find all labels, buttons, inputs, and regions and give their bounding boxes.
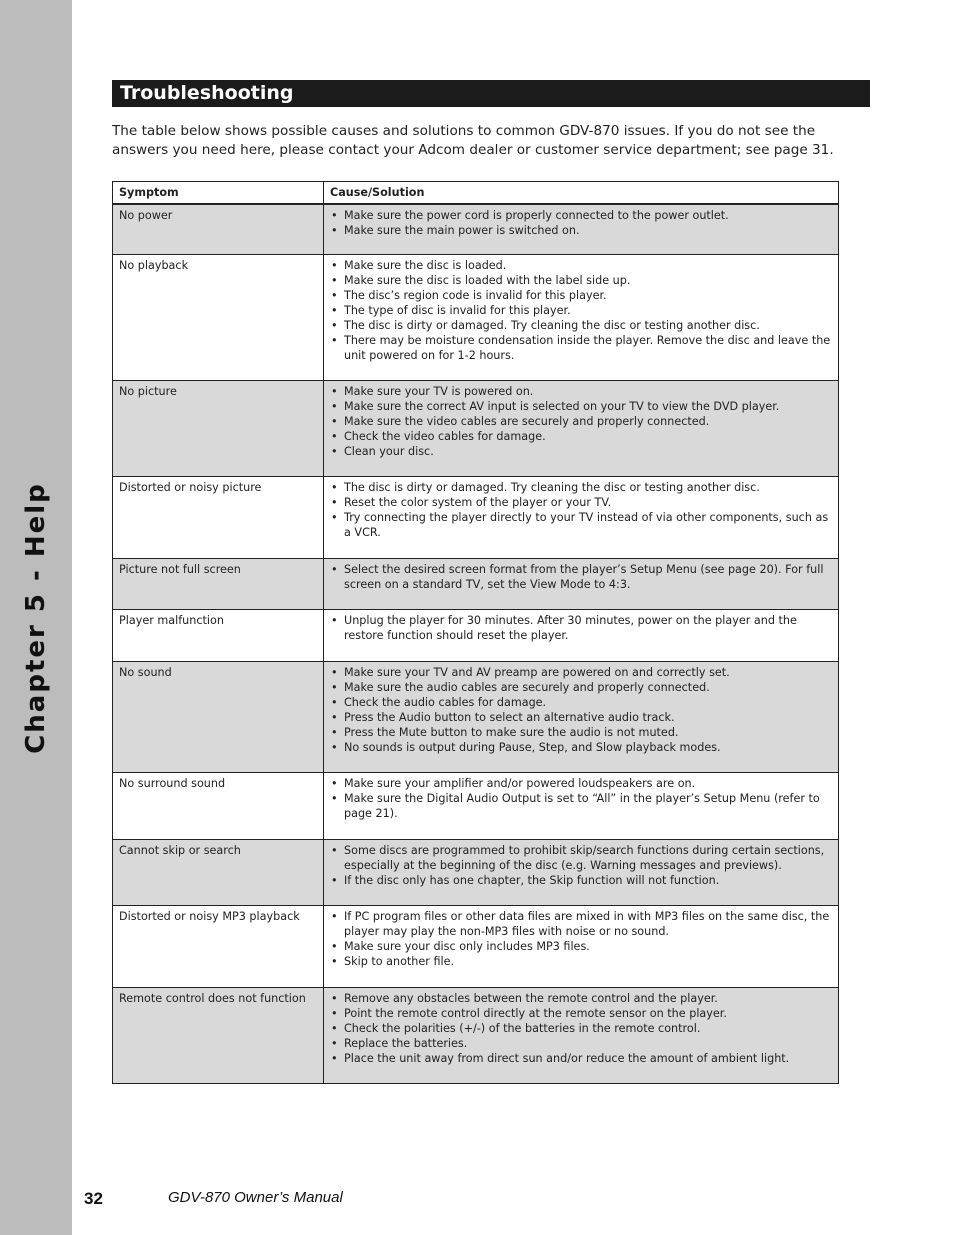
symptom-cell: No playback — [113, 254, 324, 380]
solution-list — [330, 562, 832, 592]
solution-item: • Unplug the player for 30 minutes. After 30 minutes, power on the player and the restore function should reset the player. — [344, 613, 832, 643]
solution-item: • There may be moisture condensation inside the player. Remove the disc and leave the unit powered on for 1-2 hours. — [344, 333, 832, 363]
solution-item: • Make sure the video cables are securely and properly connected. — [344, 414, 832, 429]
solution-item: • Try connecting the player directly to your TV instead of via other components, such as a VCR. — [344, 510, 832, 540]
table-row — [113, 987, 839, 1083]
table-row — [113, 661, 839, 772]
solution-item: • Make sure the Digital Audio Output is set to “All” in the player’s Setup Menu (refer to page 21). — [344, 791, 832, 821]
table-row — [113, 204, 839, 254]
solution-item: • Clean your disc. — [344, 444, 832, 459]
solution-list — [330, 384, 832, 459]
symptom-cell: No picture — [113, 380, 324, 476]
solution-item: • The disc’s region code is invalid for this player. — [344, 288, 832, 303]
solution-list — [330, 909, 832, 969]
solution-item: • Press the Mute button to make sure the audio is not muted. — [344, 725, 832, 740]
cause-solution-cell — [324, 609, 839, 661]
solution-item: • Check the polarities (+/-) of the batteries in the remote control. — [344, 1021, 832, 1036]
cause-solution-cell — [324, 476, 839, 558]
solution-item: • Reset the color system of the player or your TV. — [344, 495, 832, 510]
solution-item: • Make sure your disc only includes MP3 files. — [344, 939, 832, 954]
cause-solution-cell — [324, 204, 839, 254]
cause-solution-cell — [324, 661, 839, 772]
cause-solution-cell — [324, 839, 839, 905]
solution-item: • The disc is dirty or damaged. Try cleaning the disc or testing another disc. — [344, 318, 832, 333]
solution-item: • Check the video cables for damage. — [344, 429, 832, 444]
table-row — [113, 476, 839, 558]
solution-item: • Replace the batteries. — [344, 1036, 832, 1051]
header-symptom: Symptom — [113, 182, 324, 205]
solution-item: • The type of disc is invalid for this player. — [344, 303, 832, 318]
solution-item: • Press the Audio button to select an alternative audio track. — [344, 710, 832, 725]
cause-solution-cell — [324, 772, 839, 839]
cause-solution-cell — [324, 380, 839, 476]
solution-item: • Make sure your amplifier and/or powered loudspeakers are on. — [344, 776, 832, 791]
solution-item: • Place the unit away from direct sun and/or reduce the amount of ambient light. — [344, 1051, 832, 1066]
chapter-label: Chapter 5 - Help — [21, 482, 51, 754]
solution-item: • Make sure the audio cables are securely and properly connected. — [344, 680, 832, 695]
solution-item: • Make sure the correct AV input is selected on your TV to view the DVD player. — [344, 399, 832, 414]
symptom-cell: Cannot skip or search — [113, 839, 324, 905]
table-body — [113, 204, 839, 1083]
header-cause-solution: Cause/Solution — [324, 182, 839, 205]
table-row — [113, 558, 839, 609]
solution-list — [330, 258, 832, 363]
solution-item: • Make sure your TV and AV preamp are powered on and correctly set. — [344, 665, 832, 680]
solution-list — [330, 776, 832, 821]
solution-list — [330, 991, 832, 1066]
solution-item: • No sounds is output during Pause, Step, and Slow playback modes. — [344, 740, 832, 755]
cause-solution-cell — [324, 254, 839, 380]
solution-item: • Make sure the disc is loaded. — [344, 258, 832, 273]
symptom-cell: No surround sound — [113, 772, 324, 839]
cause-solution-cell — [324, 987, 839, 1083]
symptom-cell: Player malfunction — [113, 609, 324, 661]
table-row — [113, 772, 839, 839]
solution-item: • Point the remote control directly at the remote sensor on the player. — [344, 1006, 832, 1021]
table-row — [113, 609, 839, 661]
solution-list — [330, 665, 832, 755]
solution-list — [330, 480, 832, 540]
solution-item: • If the disc only has one chapter, the Skip function will not function. — [344, 873, 832, 888]
solution-item: • Make sure the disc is loaded with the label side up. — [344, 273, 832, 288]
table-header-row — [113, 182, 839, 205]
solution-item: • Select the desired screen format from the player’s Setup Menu (see page 20). For full screen on a standard TV, set the View Mode to 4:3. — [344, 562, 832, 592]
symptom-cell: No power — [113, 204, 324, 254]
table-row — [113, 380, 839, 476]
cause-solution-cell — [324, 905, 839, 987]
solution-item: • Make sure the power cord is properly connected to the power outlet. — [344, 208, 832, 223]
solution-item: • Some discs are programmed to prohibit skip/search functions during certain sections, especially at the beginning of the disc (e.g. Warning messages and previews). — [344, 843, 832, 873]
solution-item: • Check the audio cables for damage. — [344, 695, 832, 710]
symptom-cell: No sound — [113, 661, 324, 772]
symptom-cell: Distorted or noisy picture — [113, 476, 324, 558]
symptom-cell: Distorted or noisy MP3 playback — [113, 905, 324, 987]
cause-solution-cell — [324, 558, 839, 609]
solution-item: • The disc is dirty or damaged. Try cleaning the disc or testing another disc. — [344, 480, 832, 495]
chapter-side-band — [0, 0, 72, 1235]
solution-item: • Make sure the main power is switched on. — [344, 223, 832, 238]
solution-item: • Skip to another file. — [344, 954, 832, 969]
solution-list — [330, 843, 832, 888]
solution-list — [330, 208, 832, 238]
manual-title: GDV-870 Owner’s Manual — [168, 1189, 343, 1206]
symptom-cell: Picture not full screen — [113, 558, 324, 609]
solution-list — [330, 613, 832, 643]
table-row — [113, 905, 839, 987]
symptom-cell: Remote control does not function — [113, 987, 324, 1083]
intro-paragraph: The table below shows possible causes and solutions to common GDV-870 issues. If you do not see the answers you need here, please contact your Adcom dealer or customer service department; see page 31. — [112, 123, 834, 158]
solution-item: • Remove any obstacles between the remote control and the player. — [344, 991, 832, 1006]
solution-item: • If PC program files or other data files are mixed in with MP3 files on the same disc, the player may play the non-MP3 files with noise or no sound. — [344, 909, 832, 939]
section-title: Troubleshooting — [112, 80, 870, 107]
page-number: 32 — [84, 1189, 103, 1208]
troubleshooting-table — [112, 181, 839, 1084]
table-row — [113, 254, 839, 380]
solution-item: • Make sure your TV is powered on. — [344, 384, 832, 399]
table-row — [113, 839, 839, 905]
